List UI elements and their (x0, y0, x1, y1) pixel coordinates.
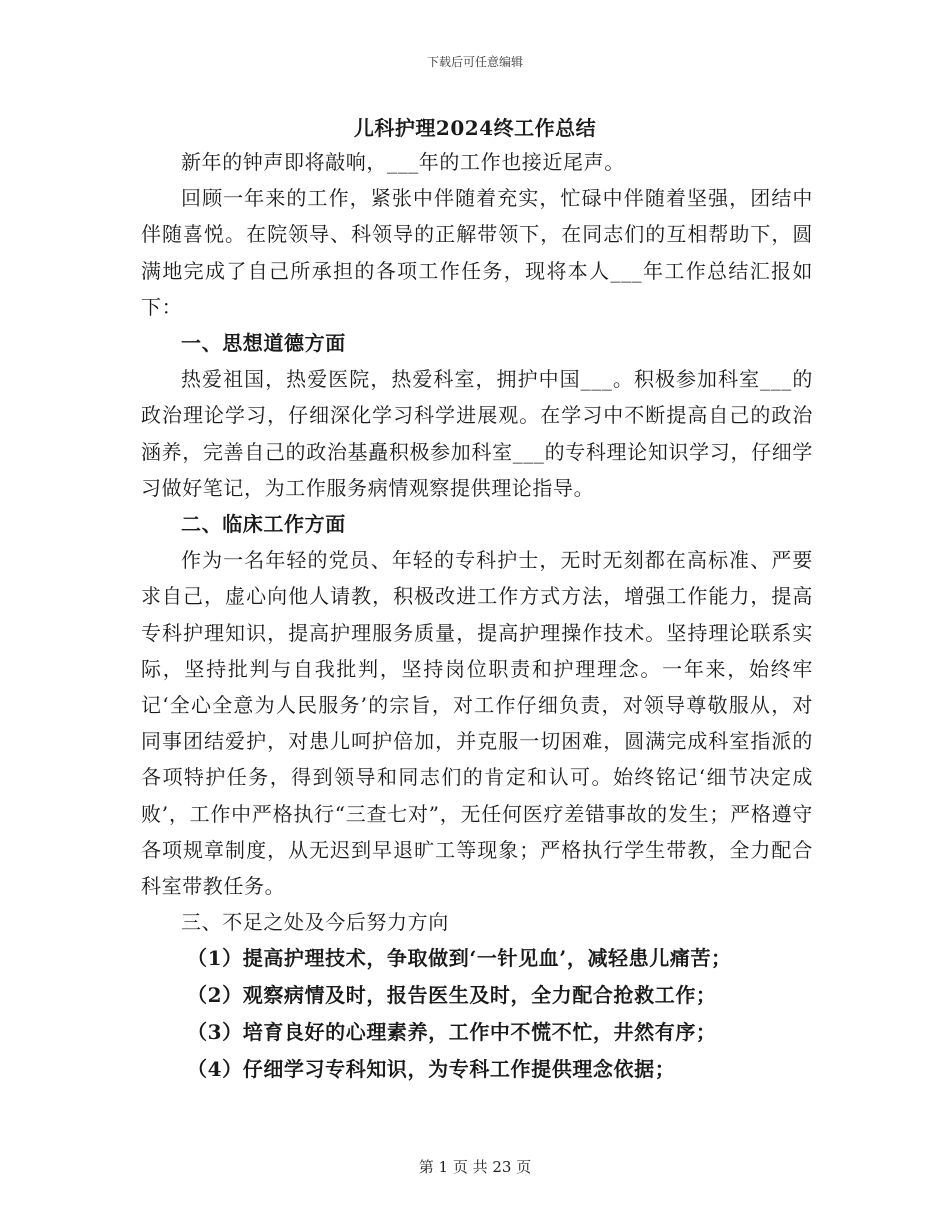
document-body (141, 144, 813, 1088)
section-heading-clinical: 二、临床工作方面 (181, 512, 346, 537)
improvement-item: （1）提高护理技术，争取做到‘一针见血’，减轻患儿痛苦； (187, 946, 732, 971)
page-header-note: 下载后可任意编辑 (426, 55, 523, 69)
improvement-item: （3）培育良好的心理素养，工作中不慌不忙，井然有序； (187, 1020, 717, 1045)
clinical-paragraph: 作为一名年轻的党员、年轻的专科护士，无时无刻都在高标准、严要求自己，虚心向他人请教，积极改进工作方式方法，增强工作能力，提高专科护理知识，提高护理服务质量，提高护理操作技术。坚持理论联系实际，坚持批判与自我批判，坚持岗位职责和护理理念。一年来，始终牢记‘全心全意为人民服务’的宗旨，对工作仔细负责，对领导尊敬服从，对同事团结爱护，对患儿呵护倍加，并克服一切困难，圆满完成科室指派的各项特护任务，得到领导和同志们的肯定和认可。始终铭记‘细节决定成败’，工作中严格执行“三查七对”，无任何医疗差错事故的发生；严格遵守各项规章制度，从无迟到早退旷工等现象；严格执行学生带教，全力配合科室带教任务。 (141, 548, 813, 899)
intro-paragraph: 新年的钟声即将敲响，___年的工作也接近尾声。 (181, 150, 625, 174)
page-number: 第 1 页 共 23 页 (418, 1158, 532, 1176)
improvement-item: （2）观察病情及时，报告医生及时，全力配合抢救工作； (187, 983, 717, 1008)
improvement-item: （4）仔细学习专科知识，为专科工作提供理念依据； (187, 1057, 676, 1082)
review-paragraph: 回顾一年来的工作，紧张中伴随着充实，忙碌中伴随着坚强，团结中伴随喜悦。在院领导、科领导的正解带领下，在同志们的互相帮助下，圆满地完成了自己所承担的各项工作任务，现将本人___年工作总结汇报如下： (141, 186, 813, 319)
ideology-paragraph: 热爱祖国，热爱医院，热爱科室，拥护中国___。积极参加科室___的政治理论学习，仔细深化学习科学进展观。在学习中不断提高自己的政治涵养，完善自己的政治基矗积极参加科室___的专科理论知识学习，仔细学习做好笔记，为工作服务病情观察提供理论指导。 (141, 367, 813, 500)
section-heading-improvement: 三、不足之处及今后努力方向 (181, 910, 449, 935)
section-heading-ideology: 一、思想道德方面 (181, 331, 346, 356)
document-title: 儿科护理2024终工作总结 (353, 116, 597, 140)
